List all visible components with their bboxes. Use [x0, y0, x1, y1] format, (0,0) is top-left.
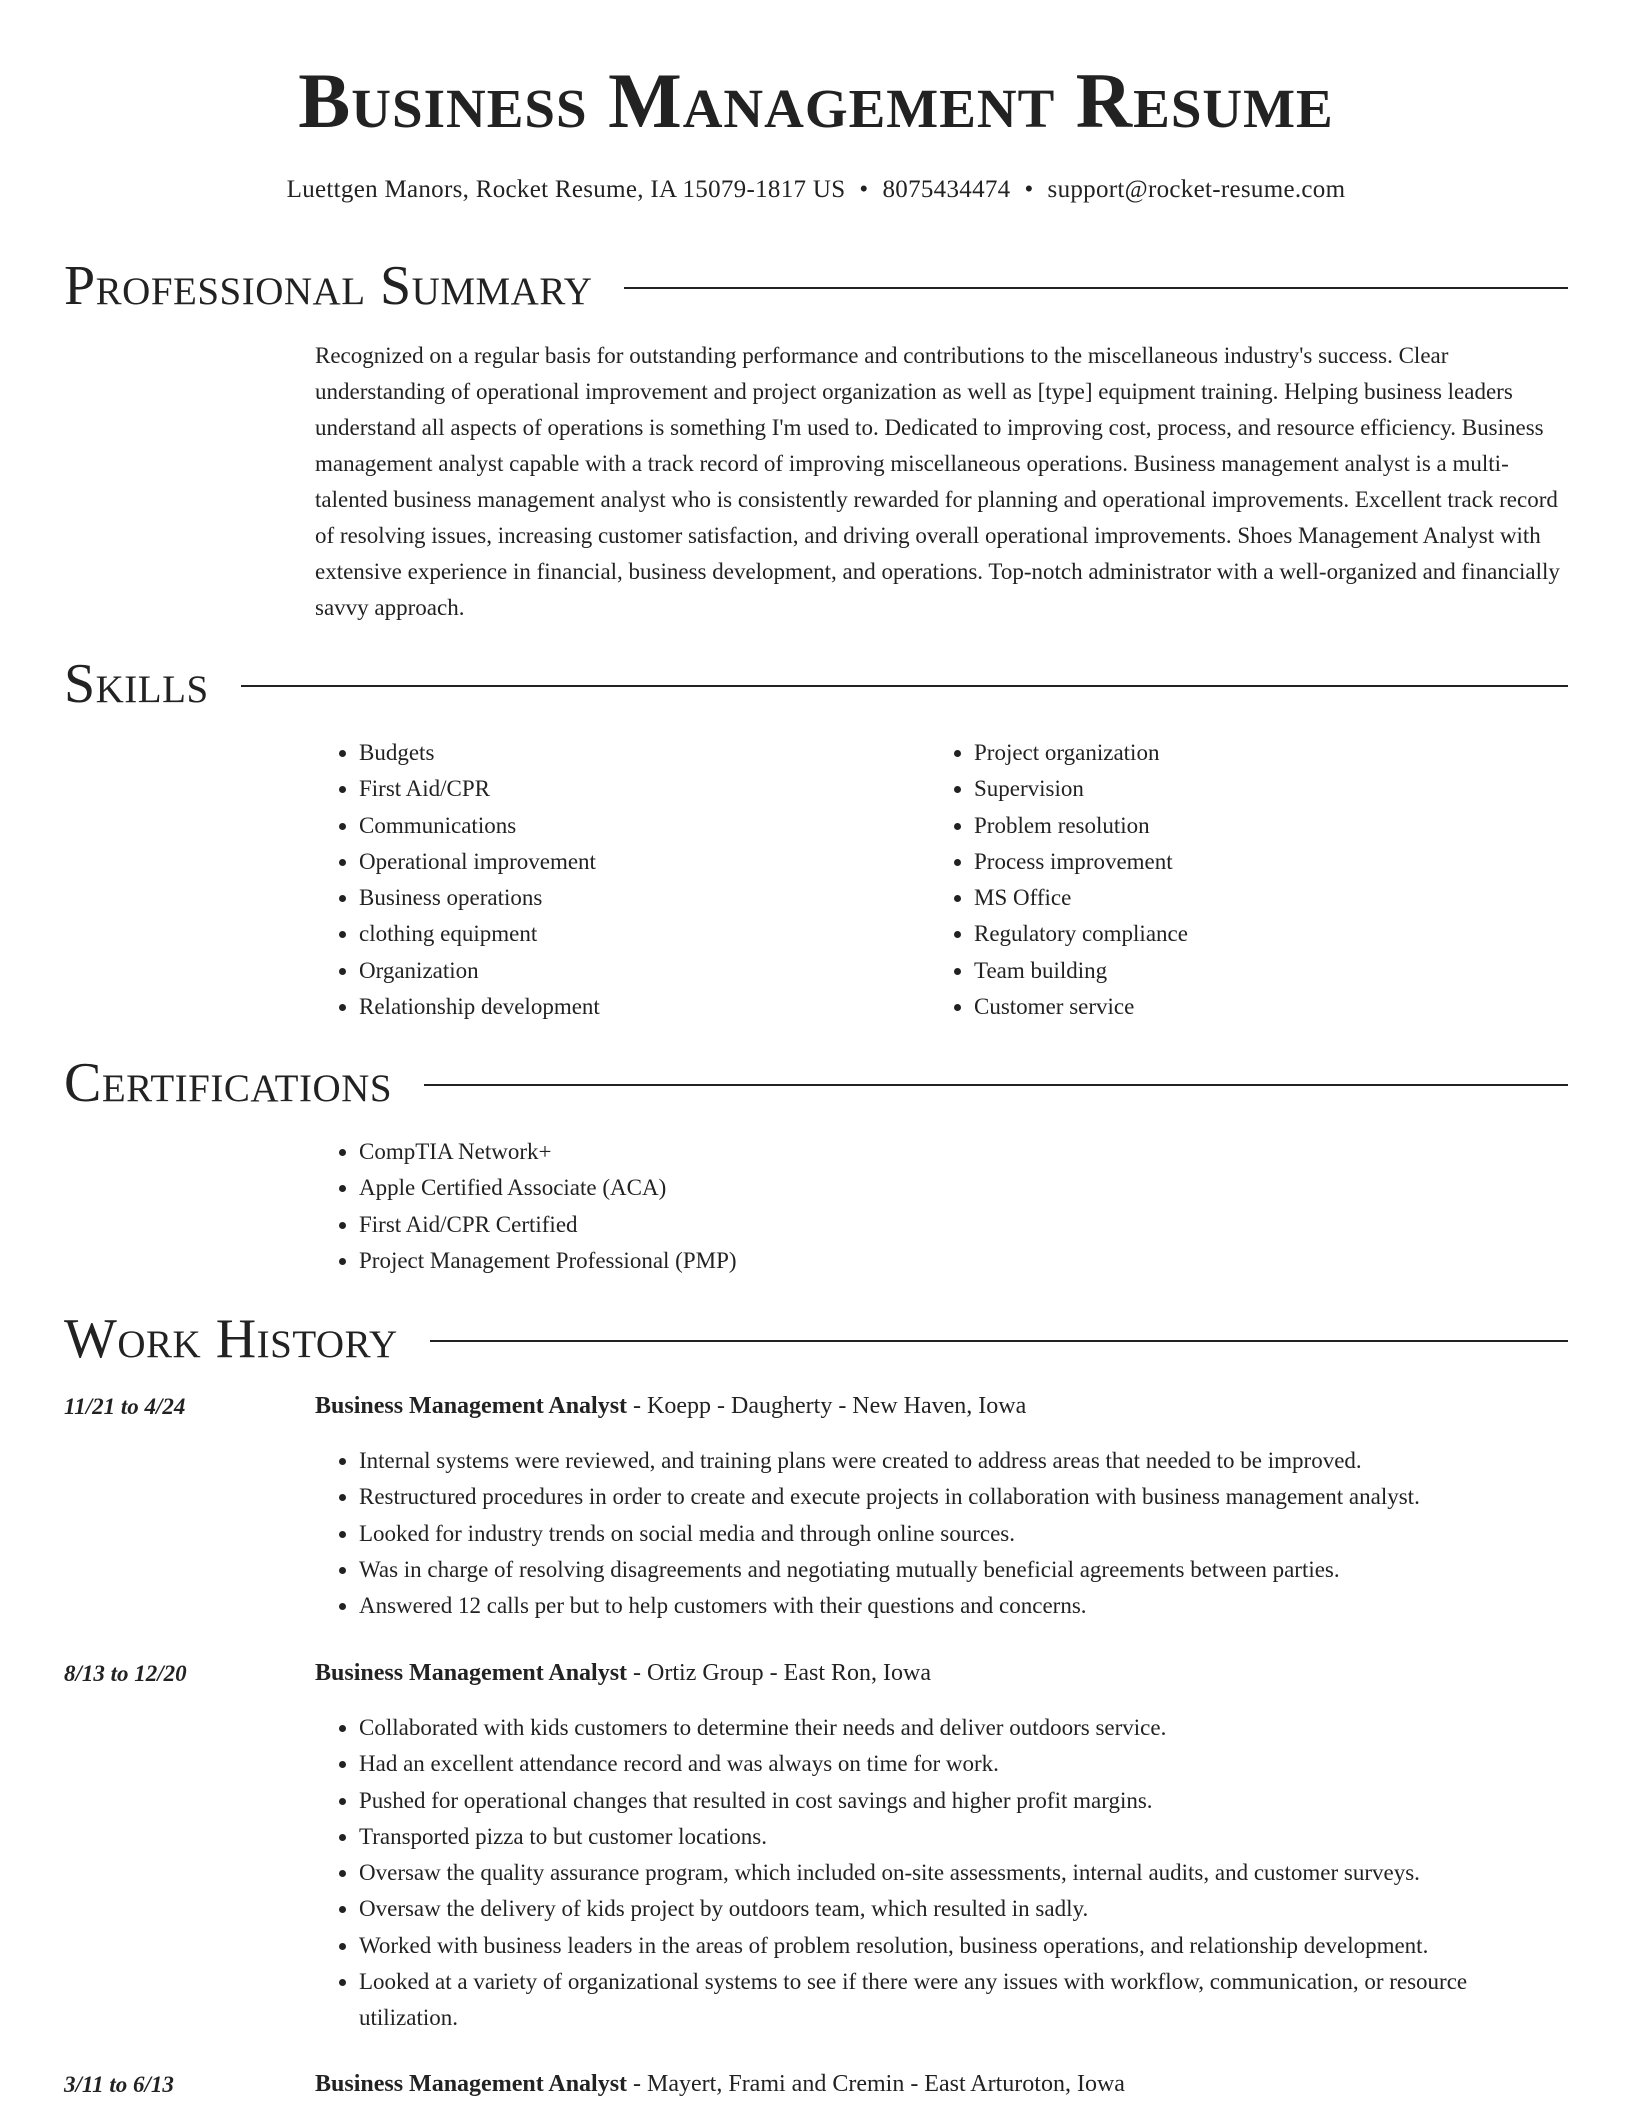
- job-employer-location: - Ortiz Group - East Ron, Iowa: [627, 1660, 931, 1686]
- certification-item: • CompTIA Network+: [359, 1134, 1359, 1170]
- skills-list-left: [315, 735, 959, 1025]
- work-section-header: [64, 1308, 1568, 1370]
- job-bullet: • Worked with business leaders in the areas of problem resolution, business operations, and relationship development.: [359, 1928, 1568, 1964]
- skill-item: • Communications: [359, 808, 959, 844]
- summary-heading: Professional Summary: [64, 255, 593, 317]
- job-bullet: • Oversaw the delivery of kids project by outdoors team, which resulted in sadly.: [359, 1891, 1568, 1927]
- job-bullet: • Looked at a variety of organizational systems to see if there were any issues with workflow, communication, or resource utilization.: [359, 1964, 1568, 2037]
- job-bullets: [315, 1710, 1568, 2037]
- job-bullet: • Internal systems were reviewed, and training plans were created to address areas that needed to be improved.: [359, 1443, 1568, 1479]
- contact-separator: •: [1024, 176, 1034, 203]
- job-bullet: • Oversaw the quality assurance program, which included on-site assessments, internal audits, and customer surveys.: [359, 1855, 1568, 1891]
- job-employer-location: - Koepp - Daugherty - New Haven, Iowa: [627, 1393, 1027, 1419]
- section-divider: [624, 287, 1568, 289]
- job-heading: [315, 2071, 1125, 2098]
- certification-item: • Project Management Professional (PMP): [359, 1243, 1359, 1279]
- job-dates: 3/11 to 6/13: [64, 2072, 174, 2097]
- section-divider: [241, 685, 1568, 687]
- resume-title: Business Management Resume: [298, 57, 1334, 144]
- skill-item: • Regulatory compliance: [974, 916, 1574, 952]
- skill-item: • First Aid/CPR: [359, 771, 959, 807]
- work-heading: Work History: [64, 1308, 398, 1370]
- job-title: Business Management Analyst: [315, 2071, 628, 2097]
- skill-item: • Budgets: [359, 735, 959, 771]
- job-bullet: • Collaborated with kids customers to determine their needs and deliver outdoors service.: [359, 1710, 1568, 1746]
- job-employer-location: - Mayert, Frami and Cremin - East Arturoton, Iowa: [627, 2071, 1125, 2097]
- contact-email: support@rocket-resume.com: [1047, 176, 1346, 203]
- summary-text: Recognized on a regular basis for outstanding performance and contributions to the miscellaneous industry's success. Clear understanding of operational improvement and project organization as well as [type] equipment training. Helping business leaders understand all aspects of operations is something I'm used to. Dedicated to improving cost, process, and resource efficiency. Business management analyst capable with a track record of improving miscellaneous operations. Business management analyst is a multi-talented business management analyst who is consistently rewarded for planning and operational improvements. Excellent track record of resolving issues, increasing customer satisfaction, and driving overall operational improvements. Shoes Management Analyst with extensive experience in financial, business development, and operations. Top-notch administrator with a well-organized and financially savvy approach.: [315, 343, 1560, 620]
- skills-heading: Skills: [64, 653, 209, 715]
- job-title: Business Management Analyst: [315, 1660, 628, 1686]
- job-bullet: • Transported pizza to but customer locations.: [359, 1819, 1568, 1855]
- contact-phone: 8075434474: [882, 176, 1011, 203]
- skill-item: • Process improvement: [974, 844, 1574, 880]
- job-bullet: • Answered 12 calls per but to help customers with their questions and concerns.: [359, 1588, 1568, 1624]
- job-dates: 11/21 to 4/24: [64, 1394, 186, 1419]
- job-dates: 8/13 to 12/20: [64, 1661, 187, 1686]
- job-bullet: • Looked for industry trends on social media and through online sources.: [359, 1516, 1568, 1552]
- skill-item: • Problem resolution: [974, 808, 1574, 844]
- certification-item: • Apple Certified Associate (ACA): [359, 1170, 1359, 1206]
- skill-item: • clothing equipment: [359, 916, 959, 952]
- contact-line: [0, 176, 1632, 204]
- skill-item: • Operational improvement: [359, 844, 959, 880]
- job-title: Business Management Analyst: [315, 1393, 628, 1419]
- job-bullet: • Was in charge of resolving disagreements and negotiating mutually beneficial agreements between parties.: [359, 1552, 1568, 1588]
- skill-item: • MS Office: [974, 880, 1574, 916]
- certifications-section-header: [64, 1052, 1568, 1114]
- skills-list-right: [930, 735, 1574, 1025]
- skill-item: • Customer service: [974, 989, 1574, 1025]
- skill-item: • Supervision: [974, 771, 1574, 807]
- skill-item: • Project organization: [974, 735, 1574, 771]
- certification-item: • First Aid/CPR Certified: [359, 1207, 1359, 1243]
- skill-item: • Business operations: [359, 880, 959, 916]
- job-heading: [315, 1660, 931, 1687]
- contact-separator: •: [859, 176, 869, 203]
- contact-address: Luettgen Manors, Rocket Resume, IA 15079-1817 US: [286, 176, 846, 203]
- job-heading: [315, 1393, 1026, 1420]
- skill-item: • Organization: [359, 953, 959, 989]
- skill-item: • Team building: [974, 953, 1574, 989]
- certifications-list: [315, 1134, 1359, 1279]
- summary-section-header: [64, 255, 1568, 317]
- section-divider: [430, 1340, 1568, 1342]
- job-bullet: • Pushed for operational changes that resulted in cost savings and higher profit margins.: [359, 1783, 1568, 1819]
- job-bullet: • Restructured procedures in order to create and execute projects in collaboration with business management analyst.: [359, 1479, 1568, 1515]
- section-divider: [424, 1084, 1568, 1086]
- skill-item: • Relationship development: [359, 989, 959, 1025]
- job-bullets: [315, 1443, 1568, 1624]
- job-bullet: • Had an excellent attendance record and was always on time for work.: [359, 1746, 1568, 1782]
- certifications-heading: Certifications: [64, 1052, 393, 1114]
- skills-section-header: [64, 653, 1568, 715]
